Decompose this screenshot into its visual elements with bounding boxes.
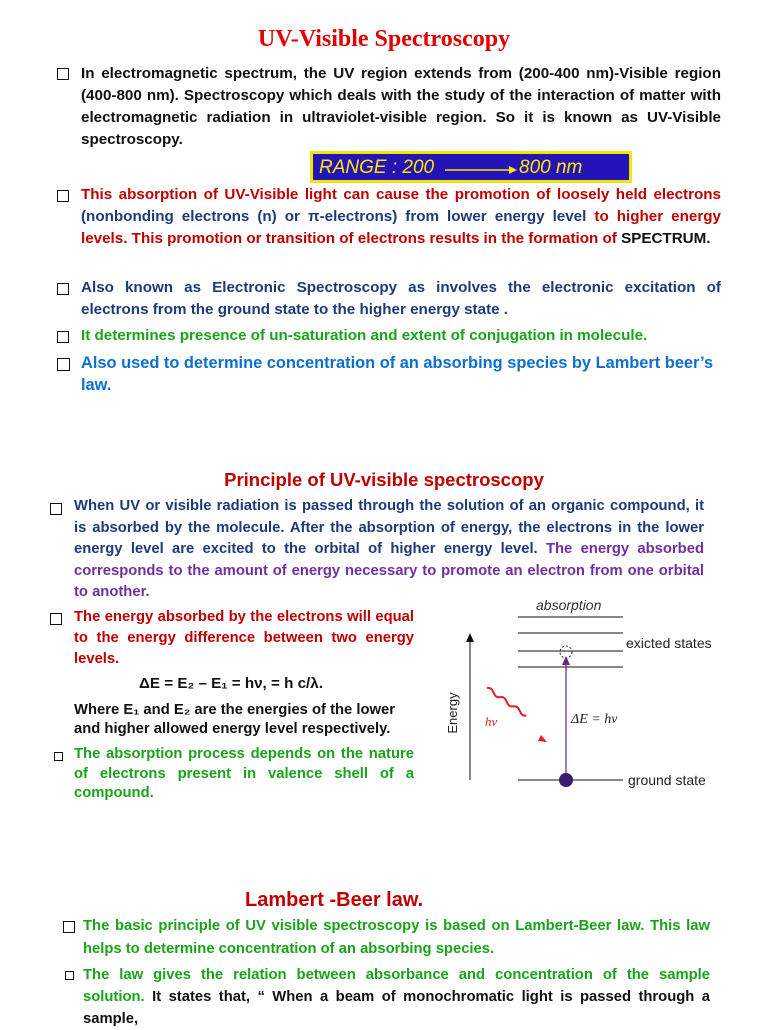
photon-label: hν [485,714,498,729]
lambert-heading: Lambert -Beer law. [245,889,424,911]
energy-equation: ΔE = E₂ – E₁ = hν, = h c/λ. [139,675,323,692]
page-title: UV-Visible Spectroscopy [257,26,511,52]
principle-paragraph-3: The absorption process depends on the nature of electrons present in valence shell of a compound. [74,746,414,801]
ground-state-label: ground state [628,772,706,788]
intro-paragraph-1: In electromagnetic spectrum, the UV region extends from (200-400 nm)-Visible region (400-800 nm). Spectroscopy which deals with the study of the interaction of matter with electromagnetic radiation in ultraviolet-visible region. So it is known as UV-Visible spectroscopy. [81,65,721,148]
where-text: Where E₁ and E₂ are the energies of the lower and higher allowed energy level respectively. [74,702,396,737]
intro-paragraph-3: Also known as Electronic Spectroscopy as involves the electronic excitation of electrons from the ground state to the higher energy state . [81,279,721,318]
range-label: RANGE : 200 [319,157,435,178]
range-banner [310,151,632,183]
electrons-text: (nonbonding electrons (n) or π-electrons) from lower energy level [81,208,587,225]
bullet-checkbox-icon [63,921,75,933]
lambert-paragraph-2 [83,964,710,1030]
bullet-checkbox-icon [57,190,69,202]
intro-paragraph-2 [81,184,721,250]
bullet-checkbox-icon [57,331,69,343]
spectrum-text: SPECTRUM. [621,230,711,247]
arrow-icon [538,735,547,742]
arrow-up-icon [466,633,474,642]
excited-states-label: exicted states [626,635,712,651]
principle-paragraph-1 [74,496,704,604]
energy-absorbed-text: The energy absorbed corresponds to the amount of energy necessary to promote an electron from one orbital to another. [74,541,704,600]
bullet-checkbox-icon [50,503,62,515]
delta-e-label: ΔE = hν [571,712,618,727]
ground-electron-icon [559,773,573,787]
photon-wave-icon [486,687,527,717]
bullet-checkbox-icon [57,358,70,371]
energy-level-diagram [430,590,750,812]
principle-heading: Principle of UV-visible spectroscopy [224,469,544,490]
principle-text: When UV or visible radiation is passed through the solution of an organic compound, it is absorbed by the molecule. After the absorption of energy, the electrons in the lower energy level are excited to the orbital of higher energy level. [74,498,704,557]
bullet-checkbox-icon [50,613,62,625]
bullet-checkbox-icon [65,971,74,980]
intro-paragraph-4: It determines presence of un-saturation and extent of conjugation in molecule. [81,327,648,344]
bullet-checkbox-icon [54,752,63,761]
energy-axis-label: Energy [445,692,460,734]
promotion-text: to higher energy levels. This promotion or transition of electrons results in the formation of [81,208,721,247]
law-statement-text: It states that, “ When a beam of monochromatic light is passed through a sample, [83,989,710,1027]
principle-paragraph-2: The energy absorbed by the electrons will equal to the energy difference between two energy levels. [74,609,414,667]
bullet-checkbox-icon [57,68,69,80]
arrow-right-icon [445,164,517,176]
law-relation-text: The law gives the relation between absorbance and concentration of the sample solution. [83,967,710,1005]
intro-paragraph-5: Also used to determine concentration of an absorbing species by Lambert beer’s law. [81,354,714,394]
range-end: 800 nm [519,157,583,178]
absorption-label: absorption [536,597,602,613]
absorption-text: This absorption of UV-Visible light can cause the promotion of loosely held electrons [81,186,721,203]
bullet-checkbox-icon [57,283,69,295]
lambert-paragraph-1: The basic principle of UV visible spectroscopy is based on Lambert-Beer law. This law helps to determine concentration of an absorbing species. [83,918,710,957]
